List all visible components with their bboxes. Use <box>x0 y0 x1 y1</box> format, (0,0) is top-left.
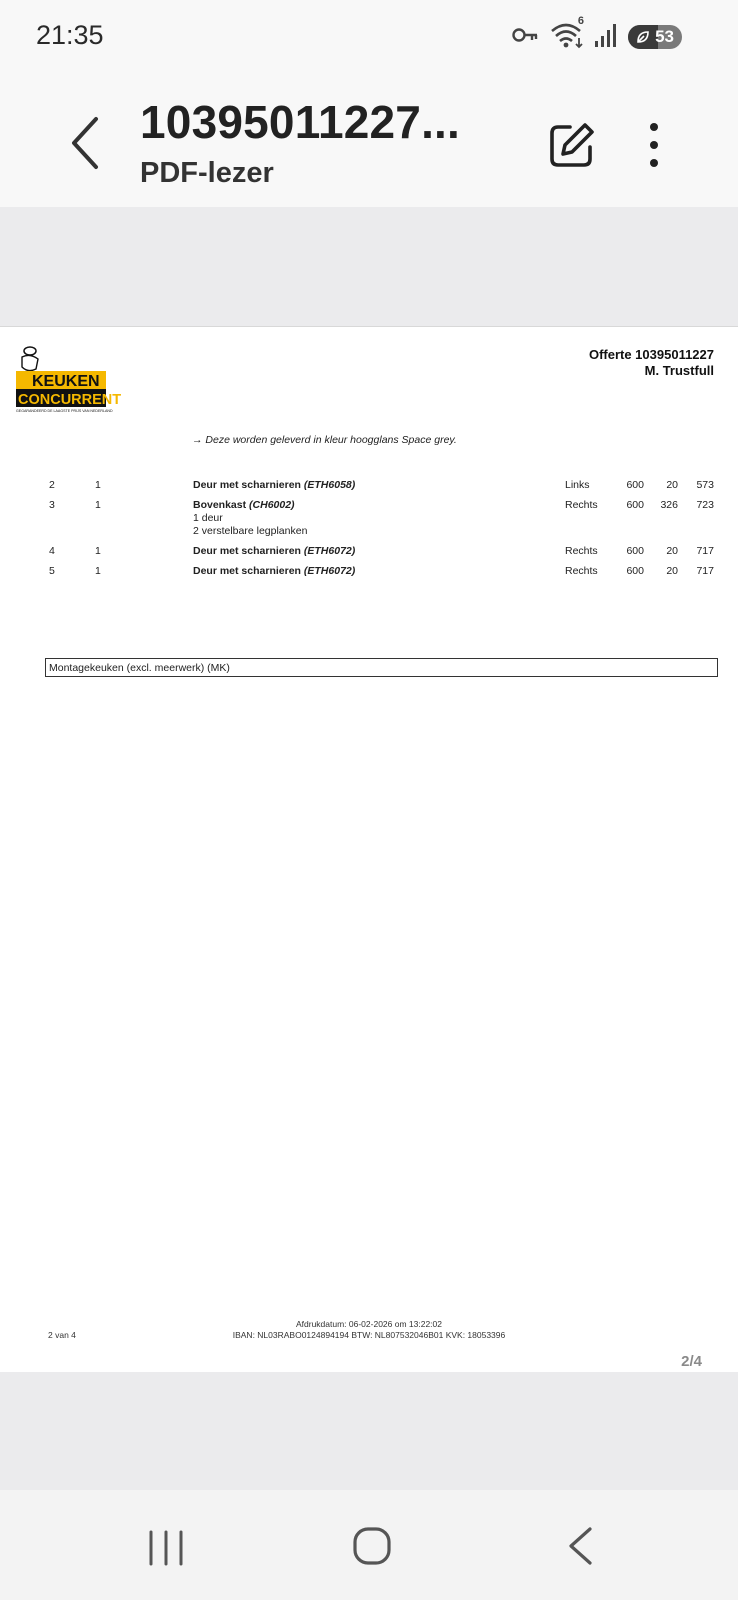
row-width: 600 <box>626 565 644 577</box>
row-position: 2 <box>49 479 55 491</box>
customer-name: M. Trustfull <box>644 363 714 378</box>
battery-saver-icon <box>636 30 650 44</box>
app-subtitle: PDF-lezer <box>140 157 274 189</box>
footer-info <box>0 1319 738 1341</box>
home-button[interactable] <box>352 1526 392 1566</box>
recents-icon <box>148 1530 184 1566</box>
footer-print-date: Afdrukdatum: 06-02-2026 om 13:22:02 <box>295 1319 442 1329</box>
wifi-badge: 6 <box>577 14 584 27</box>
home-icon <box>352 1526 392 1566</box>
row-quantity: 1 <box>95 479 101 491</box>
offer-title: Offerte 10395011227 <box>588 347 714 362</box>
recents-button[interactable] <box>148 1530 184 1566</box>
status-time: 21:35 <box>36 20 104 50</box>
row-depth: 20 <box>666 479 678 491</box>
row-detail: 1 deur <box>193 512 223 524</box>
status-icons <box>512 14 682 52</box>
logo-line2: CONCURRENT <box>18 392 122 408</box>
page-indicator: 2/4 <box>681 1353 702 1370</box>
row-width: 600 <box>626 545 644 557</box>
wifi-icon <box>550 14 584 54</box>
battery-level: 53 <box>655 27 674 46</box>
app-bar <box>0 75 738 207</box>
edit-icon <box>548 121 596 169</box>
logo-line1: KEUKEN <box>32 373 100 390</box>
row-position: 5 <box>49 565 55 577</box>
offer-header <box>589 347 714 379</box>
color-note: → Deze worden geleverd in kleur hoogglans Space grey. <box>192 434 457 446</box>
row-depth: 326 <box>660 499 678 511</box>
back-icon <box>62 113 112 173</box>
row-description: Deur met scharnieren (ETH6072) <box>193 565 356 577</box>
logo-tagline: GEGARANDEERD DE LAAGSTE PRIJS VAN NEDERLAND <box>16 409 113 413</box>
footer-bank-details: IBAN: NL03RABO0124894194 BTW: NL807532046B01 KVK: 18053396 <box>232 1330 506 1340</box>
row-width: 600 <box>626 499 644 511</box>
row-quantity: 1 <box>95 499 101 511</box>
nav-back-button[interactable] <box>566 1526 594 1566</box>
row-height: 723 <box>696 499 714 511</box>
row-description: Bovenkast (CH6002) 1 deur 2 verstelbare legplanken <box>193 499 308 537</box>
battery-indicator <box>628 25 682 49</box>
row-side: Links <box>565 479 590 491</box>
footer-page-number: 2 van 4 <box>48 1330 76 1340</box>
vpn-key-icon <box>512 25 540 50</box>
row-height: 573 <box>696 479 714 491</box>
more-options-button[interactable] <box>640 121 668 169</box>
company-logo <box>16 343 122 413</box>
more-vert-icon <box>640 121 668 169</box>
signal-icon <box>594 23 618 52</box>
row-detail: 2 verstelbare legplanken <box>193 525 308 537</box>
row-side: Rechts <box>565 499 598 511</box>
row-description: Deur met scharnieren (ETH6058) <box>193 479 356 491</box>
row-description: Deur met scharnieren (ETH6072) <box>193 545 356 557</box>
row-position: 4 <box>49 545 55 557</box>
row-depth: 20 <box>666 565 678 577</box>
pdf-page[interactable] <box>0 326 738 1372</box>
back-nav-icon <box>566 1526 594 1566</box>
row-quantity: 1 <box>95 565 101 577</box>
row-depth: 20 <box>666 545 678 557</box>
navigation-bar <box>0 1490 738 1600</box>
row-side: Rechts <box>565 545 598 557</box>
document-title: 10395011227... <box>140 96 461 148</box>
row-height: 717 <box>696 565 714 577</box>
row-side: Rechts <box>565 565 598 577</box>
edit-button[interactable] <box>548 121 596 169</box>
status-bar <box>0 0 738 75</box>
back-button[interactable] <box>62 113 112 173</box>
row-position: 3 <box>49 499 55 511</box>
row-width: 600 <box>626 479 644 491</box>
row-height: 717 <box>696 545 714 557</box>
row-quantity: 1 <box>95 545 101 557</box>
section-box: Montagekeuken (excl. meerwerk) (MK) <box>45 658 718 677</box>
